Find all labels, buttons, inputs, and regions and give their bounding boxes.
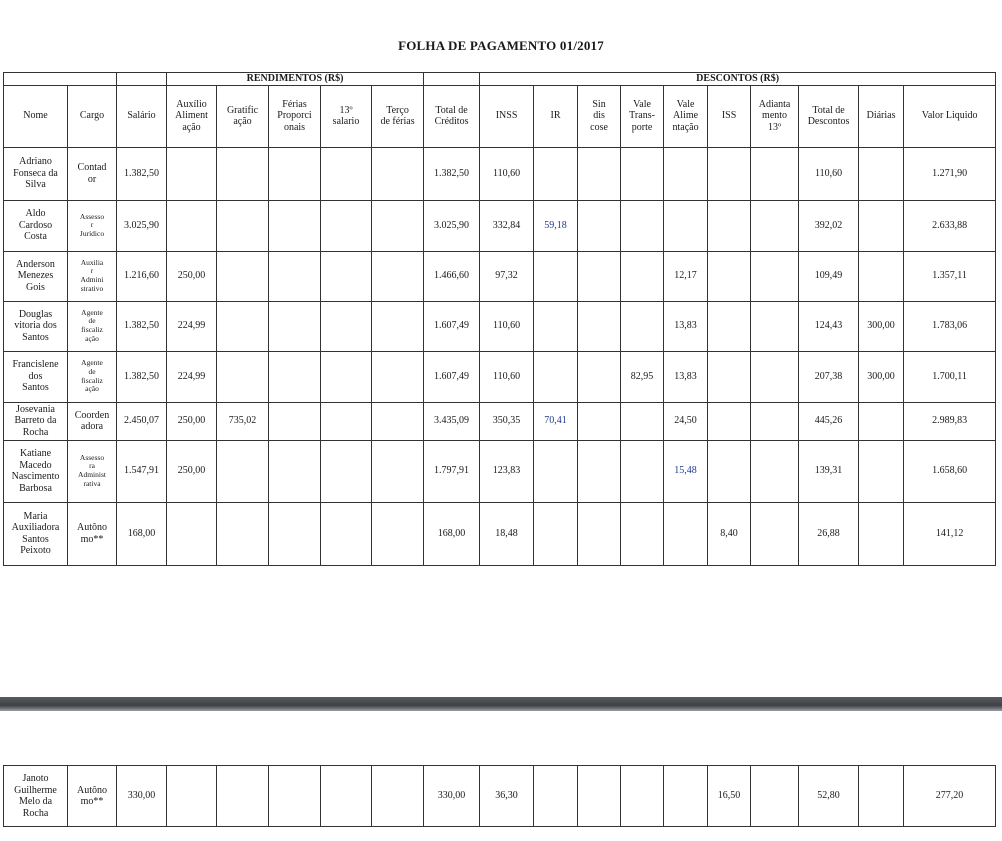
cell-terco — [372, 301, 424, 351]
cell-iss — [708, 251, 751, 301]
page-title: FOLHA DE PAGAMENTO 01/2017 — [398, 38, 604, 53]
cell-total-creditos: 168,00 — [424, 502, 480, 565]
header-auxilio: Auxílio Aliment ação — [167, 85, 217, 147]
cell-salario: 168,00 — [117, 502, 167, 565]
cell-ir — [534, 766, 578, 827]
cell-adiantamento — [751, 402, 799, 440]
cell-total-creditos: 1.797,91 — [424, 440, 480, 502]
cell-inss: 332,84 — [480, 200, 534, 251]
cell-ir — [534, 147, 578, 200]
cell-vale-transporte — [621, 766, 664, 827]
cell-auxilio: 224,99 — [167, 301, 217, 351]
cell-decimo — [321, 351, 372, 402]
cell-gratificacao — [217, 766, 269, 827]
cell-vale-alimentacao — [664, 147, 708, 200]
descontos-group-header: DESCONTOS (R$) — [480, 73, 996, 86]
table-row — [4, 147, 996, 200]
cell-sindicose — [578, 200, 621, 251]
cell-cargo: Autôno mo** — [68, 766, 117, 827]
cell-nome: Katiane Macedo Nascimento Barbosa — [4, 440, 68, 502]
cell-valor-liquido: 1.783,06 — [904, 301, 996, 351]
header-valor-liquido: Valor Liquido — [904, 85, 996, 147]
cell-sindicose — [578, 351, 621, 402]
cell-salario: 1.216,60 — [117, 251, 167, 301]
cell-iss — [708, 200, 751, 251]
header-terco: Terço de férias — [372, 85, 424, 147]
cell-ferias — [269, 351, 321, 402]
cell-ferias — [269, 766, 321, 827]
table-row — [4, 440, 996, 502]
cell-valor-liquido: 2.633,88 — [904, 200, 996, 251]
cell-adiantamento — [751, 351, 799, 402]
cell-cargo: Contad or — [68, 147, 117, 200]
cell-iss: 8,40 — [708, 502, 751, 565]
cell-cargo: Agente de fiscaliz ação — [68, 351, 117, 402]
cell-iss — [708, 402, 751, 440]
cell-terco — [372, 200, 424, 251]
cell-total-descontos: 110,60 — [799, 147, 859, 200]
cell-nome: Josevania Barreto da Rocha — [4, 402, 68, 440]
cell-vale-alimentacao: 15,48 — [664, 440, 708, 502]
cell-terco — [372, 147, 424, 200]
cell-ferias — [269, 251, 321, 301]
header-decimo-terceiro: 13º salario — [321, 85, 372, 147]
cell-terco — [372, 251, 424, 301]
cell-total-descontos: 139,31 — [799, 440, 859, 502]
group-header-row — [4, 73, 996, 86]
cell-vale-transporte — [621, 402, 664, 440]
cell-ir — [534, 351, 578, 402]
cell-ir — [534, 251, 578, 301]
header-cargo: Cargo — [68, 85, 117, 147]
cell-nome: Janoto Guilherme Melo da Rocha — [4, 766, 68, 827]
header-salario: Salário — [117, 85, 167, 147]
payroll-table — [3, 72, 996, 566]
blank-band-cell — [424, 73, 480, 86]
cell-terco — [372, 766, 424, 827]
cell-gratificacao — [217, 251, 269, 301]
cell-diarias — [859, 251, 904, 301]
cell-sindicose — [578, 766, 621, 827]
cell-total-creditos: 1.466,60 — [424, 251, 480, 301]
cell-cargo: Autôno mo** — [68, 502, 117, 565]
cell-iss — [708, 351, 751, 402]
cell-ferias — [269, 200, 321, 251]
cell-auxilio: 250,00 — [167, 402, 217, 440]
cell-adiantamento — [751, 502, 799, 565]
cell-total-descontos: 109,49 — [799, 251, 859, 301]
cell-sindicose — [578, 251, 621, 301]
cell-vale-transporte — [621, 147, 664, 200]
cell-decimo — [321, 301, 372, 351]
cell-decimo — [321, 440, 372, 502]
blank-band-cell — [4, 73, 117, 86]
cell-gratificacao: 735,02 — [217, 402, 269, 440]
cell-decimo — [321, 502, 372, 565]
cell-total-descontos: 392,02 — [799, 200, 859, 251]
cell-nome: Francislene dos Santos — [4, 351, 68, 402]
cell-total-creditos: 330,00 — [424, 766, 480, 827]
cell-total-descontos: 52,80 — [799, 766, 859, 827]
cell-total-creditos: 3.025,90 — [424, 200, 480, 251]
header-vale-transporte: Vale Trans- porte — [621, 85, 664, 147]
cell-gratificacao — [217, 301, 269, 351]
cell-total-descontos: 124,43 — [799, 301, 859, 351]
cell-inss: 97,32 — [480, 251, 534, 301]
cell-salario: 1.382,50 — [117, 301, 167, 351]
table-row — [4, 502, 996, 565]
header-ferias: Férias Proporci onais — [269, 85, 321, 147]
cell-ir — [534, 502, 578, 565]
cell-iss — [708, 440, 751, 502]
header-total-descontos: Total de Descontos — [799, 85, 859, 147]
cell-auxilio — [167, 200, 217, 251]
cell-adiantamento — [751, 200, 799, 251]
cell-inss: 110,60 — [480, 301, 534, 351]
header-gratificacao: Gratific ação — [217, 85, 269, 147]
header-iss: ISS — [708, 85, 751, 147]
cell-ferias — [269, 440, 321, 502]
column-header-row — [4, 85, 996, 147]
cell-ferias — [269, 301, 321, 351]
cell-cargo: Agente de fiscaliz ação — [68, 301, 117, 351]
cell-sindicose — [578, 147, 621, 200]
cell-adiantamento — [751, 301, 799, 351]
cell-decimo — [321, 251, 372, 301]
cell-nome: Douglas vitoria dos Santos — [4, 301, 68, 351]
header-diarias: Diárias — [859, 85, 904, 147]
cell-salario: 1.382,50 — [117, 351, 167, 402]
cell-ferias — [269, 147, 321, 200]
cell-gratificacao — [217, 147, 269, 200]
cell-terco — [372, 502, 424, 565]
cell-vale-transporte — [621, 200, 664, 251]
cell-diarias — [859, 766, 904, 827]
cell-terco — [372, 440, 424, 502]
cell-ferias — [269, 402, 321, 440]
cell-salario: 3.025,90 — [117, 200, 167, 251]
cell-nome: Adriano Fonseca da Silva — [4, 147, 68, 200]
cell-nome: Aldo Cardoso Costa — [4, 200, 68, 251]
cell-sindicose — [578, 440, 621, 502]
cell-vale-transporte — [621, 502, 664, 565]
table-row — [4, 766, 996, 827]
cell-gratificacao — [217, 502, 269, 565]
cell-iss — [708, 147, 751, 200]
cell-total-creditos: 1.607,49 — [424, 351, 480, 402]
cell-diarias — [859, 200, 904, 251]
cell-inss: 110,60 — [480, 147, 534, 200]
cell-vale-alimentacao: 24,50 — [664, 402, 708, 440]
cell-nome: Anderson Menezes Gois — [4, 251, 68, 301]
cell-diarias — [859, 402, 904, 440]
cell-sindicose — [578, 402, 621, 440]
page-break-bar — [0, 697, 1002, 711]
cell-ir: 70,41 — [534, 402, 578, 440]
cell-sindicose — [578, 301, 621, 351]
header-nome: Nome — [4, 85, 68, 147]
cell-vale-alimentacao: 13,83 — [664, 301, 708, 351]
cell-cargo: Auxilia r Admini strativo — [68, 251, 117, 301]
cell-gratificacao — [217, 351, 269, 402]
cell-auxilio: 224,99 — [167, 351, 217, 402]
cell-vale-alimentacao — [664, 200, 708, 251]
cell-salario: 1.547,91 — [117, 440, 167, 502]
cell-diarias — [859, 440, 904, 502]
cell-decimo — [321, 200, 372, 251]
cell-ferias — [269, 502, 321, 565]
cell-salario: 2.450,07 — [117, 402, 167, 440]
header-ir: IR — [534, 85, 578, 147]
cell-nome: Maria Auxiliadora Santos Peixoto — [4, 502, 68, 565]
cell-ir — [534, 301, 578, 351]
cell-sindicose — [578, 502, 621, 565]
cell-adiantamento — [751, 766, 799, 827]
cell-vale-transporte — [621, 251, 664, 301]
cell-vale-transporte — [621, 301, 664, 351]
blank-band-cell — [117, 73, 167, 86]
cell-decimo — [321, 147, 372, 200]
cell-inss: 123,83 — [480, 440, 534, 502]
cell-diarias — [859, 502, 904, 565]
cell-auxilio — [167, 147, 217, 200]
header-sindicose: Sin dis cose — [578, 85, 621, 147]
cell-terco — [372, 402, 424, 440]
cell-valor-liquido: 2.989,83 — [904, 402, 996, 440]
cell-valor-liquido: 277,20 — [904, 766, 996, 827]
header-inss: INSS — [480, 85, 534, 147]
cell-cargo: Assesso r Jurídico — [68, 200, 117, 251]
cell-adiantamento — [751, 147, 799, 200]
cell-salario: 1.382,50 — [117, 147, 167, 200]
payroll-table-continuation — [3, 765, 996, 827]
cell-valor-liquido: 141,12 — [904, 502, 996, 565]
header-adiantamento: Adianta mento 13º — [751, 85, 799, 147]
cell-vale-alimentacao — [664, 502, 708, 565]
cell-ir — [534, 440, 578, 502]
cell-auxilio — [167, 766, 217, 827]
header-vale-alimentacao: Vale Alime ntação — [664, 85, 708, 147]
cell-vale-transporte: 82,95 — [621, 351, 664, 402]
cell-auxilio: 250,00 — [167, 251, 217, 301]
cell-inss: 110,60 — [480, 351, 534, 402]
table-row — [4, 200, 996, 251]
cell-inss: 18,48 — [480, 502, 534, 565]
rendimentos-group-header: RENDIMENTOS (R$) — [167, 73, 424, 86]
cell-diarias: 300,00 — [859, 351, 904, 402]
cell-valor-liquido: 1.700,11 — [904, 351, 996, 402]
cell-auxilio: 250,00 — [167, 440, 217, 502]
cell-total-creditos: 1.607,49 — [424, 301, 480, 351]
table-row — [4, 402, 996, 440]
cell-decimo — [321, 402, 372, 440]
cell-diarias: 300,00 — [859, 301, 904, 351]
cell-iss: 16,50 — [708, 766, 751, 827]
cell-cargo: Coorden adora — [68, 402, 117, 440]
cell-gratificacao — [217, 440, 269, 502]
cell-total-creditos: 3.435,09 — [424, 402, 480, 440]
cell-adiantamento — [751, 251, 799, 301]
cell-total-descontos: 207,38 — [799, 351, 859, 402]
cell-total-creditos: 1.382,50 — [424, 147, 480, 200]
cell-terco — [372, 351, 424, 402]
cell-total-descontos: 26,88 — [799, 502, 859, 565]
cell-vale-transporte — [621, 440, 664, 502]
table-row — [4, 301, 996, 351]
cell-vale-alimentacao: 13,83 — [664, 351, 708, 402]
cell-vale-alimentacao — [664, 766, 708, 827]
cell-adiantamento — [751, 440, 799, 502]
cell-ir: 59,18 — [534, 200, 578, 251]
cell-valor-liquido: 1.357,11 — [904, 251, 996, 301]
cell-valor-liquido: 1.658,60 — [904, 440, 996, 502]
cell-valor-liquido: 1.271,90 — [904, 147, 996, 200]
cell-inss: 350,35 — [480, 402, 534, 440]
cell-vale-alimentacao: 12,17 — [664, 251, 708, 301]
cell-salario: 330,00 — [117, 766, 167, 827]
header-total-creditos: Total de Créditos — [424, 85, 480, 147]
cell-diarias — [859, 147, 904, 200]
cell-total-descontos: 445,26 — [799, 402, 859, 440]
cell-decimo — [321, 766, 372, 827]
cell-inss: 36,30 — [480, 766, 534, 827]
table-row — [4, 351, 996, 402]
cell-auxilio — [167, 502, 217, 565]
cell-iss — [708, 301, 751, 351]
cell-cargo: Assesso ra Administ rativa — [68, 440, 117, 502]
cell-gratificacao — [217, 200, 269, 251]
table-row — [4, 251, 996, 301]
